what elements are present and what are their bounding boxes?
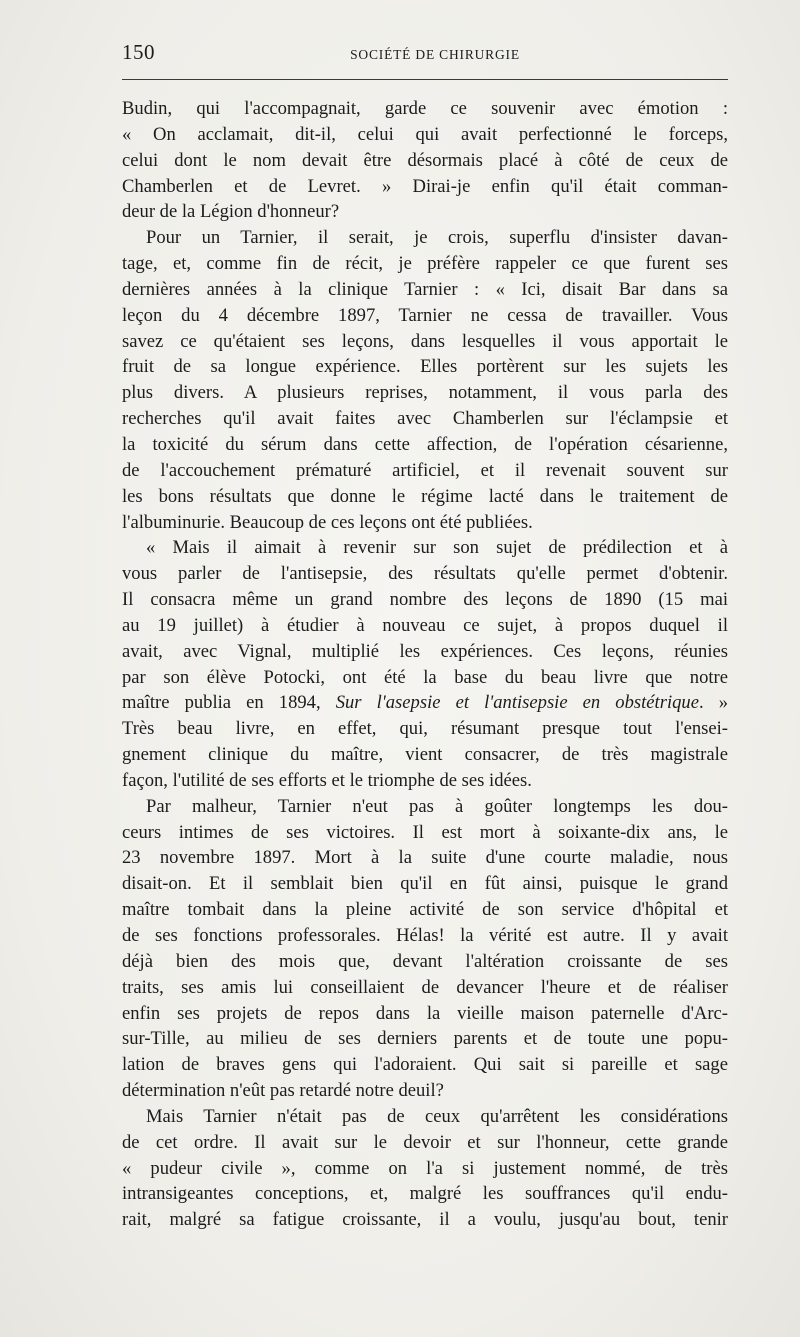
text-line: les bons résultats que donne le régime lacté dans le traitement de	[122, 485, 728, 507]
text-line: leçon du 4 décembre 1897, Tarnier ne cessa de travailler. Vous	[122, 304, 728, 326]
text-line: fruit de sa longue expérience. Elles portèrent sur les sujets les	[122, 356, 728, 378]
text-line: de ses fonctions professorales. Hélas! la vérité est autre. Il y avait	[122, 925, 728, 946]
text-line: de l'accouchement prématuré artificiel, et il revenait souvent sur	[122, 459, 728, 481]
text-fragment: . »	[698, 692, 729, 714]
text-line: maître tombait dans la pleine activité de son service d'hôpital et	[122, 899, 728, 921]
text-line: Budin, qui l'accompagnait, garde ce souvenir avec émotion :	[122, 98, 728, 119]
text-line: enfin ses projets de repos dans la vieille maison paternelle d'Arc-	[122, 1002, 728, 1024]
body-text	[122, 96, 728, 1233]
text-line: Il consacra même un grand nombre des leçons de 1890 (15 mai	[122, 589, 728, 611]
text-line: façon, l'utilité de ses efforts et le triomphe de ses idées.	[122, 769, 532, 791]
text-line: celui dont le nom devait être désormais placé à côté de ceux de	[122, 149, 728, 171]
text-line: avait, avec Vignal, multiplié les expériences. Ces leçons, réunies	[122, 640, 728, 662]
book-title: Sur l'asepsie et l'antisepsie en obstétrique	[335, 692, 699, 714]
text-line: « Mais il aimait à revenir sur son sujet de prédilection et à	[146, 537, 728, 559]
page-header	[122, 38, 728, 70]
running-title: SOCIÉTÉ DE CHIRURGIE	[350, 47, 520, 62]
text-line: de cet ordre. Il avait sur le devoir et sur l'honneur, cette grande	[122, 1131, 728, 1153]
text-line: Chamberlen et de Levret. » Dirai-je enfin qu'il était comman-	[122, 175, 728, 197]
text-line: lation de braves gens qui l'adoraient. Qui sait si pareille et sage	[122, 1054, 728, 1076]
text-line: ceurs intimes de ses victoires. Il est mort à soixante-dix ans, le	[122, 821, 728, 843]
text-line: savez ce qu'étaient ses leçons, dans lesquelles il vous apportait le	[122, 330, 728, 352]
text-line: sur-Tille, au milieu de ses derniers parents et de toute une popu-	[122, 1028, 728, 1050]
text-line	[122, 690, 728, 716]
header-rule	[122, 79, 728, 80]
text-line: disait-on. Et il semblait bien qu'il en fût ainsi, puisque le grand	[122, 873, 728, 895]
text-line: la toxicité du sérum dans cette affection, de l'opération césarienne,	[122, 433, 728, 455]
text-line: deur de la Légion d'honneur?	[122, 201, 340, 223]
text-line: déjà bien des mois que, devant l'altération croissante de ses	[122, 950, 728, 972]
text-line: au 19 juillet) à étudier à nouveau ce sujet, à propos duquel il	[122, 614, 728, 636]
text-line: rait, malgré sa fatigue croissante, il a voulu, jusqu'au bout, tenir	[122, 1209, 728, 1231]
text-line: traits, ses amis lui conseillaient de devancer l'heure et de réaliser	[122, 976, 728, 998]
text-line: dernières années à la clinique Tarnier : « Ici, disait Bar dans sa	[122, 278, 728, 300]
text-line: Par malheur, Tarnier n'eut pas à goûter longtemps les dou-	[146, 795, 728, 817]
text-line: « On acclamait, dit-il, celui qui avait perfectionné le forceps,	[122, 123, 728, 145]
text-line: recherches qu'il avait faites avec Chamberlen sur l'éclampsie et	[122, 408, 728, 430]
text-line: gnement clinique du maître, vient consacrer, de très magistrale	[122, 744, 728, 766]
text-line: intransigeantes conceptions, et, malgré les souffrances qu'il endu-	[122, 1183, 728, 1205]
text-line: « pudeur civile », comme on l'a si justement nommé, de très	[122, 1157, 728, 1179]
text-line: Très beau livre, en effet, qui, résumant presque tout l'ensei-	[122, 718, 728, 740]
text-line: détermination n'eût pas retardé notre deuil?	[122, 1080, 444, 1102]
text-line: vous parler de l'antisepsie, des résultats qu'elle permet d'obtenir.	[122, 563, 728, 585]
text-line: par son élève Potocki, ont été la base du beau livre que notre	[122, 666, 728, 688]
text-line: l'albuminurie. Beaucoup de ces leçons ont été publiées.	[122, 511, 533, 533]
text-line: 23 novembre 1897. Mort à la suite d'une courte maladie, nous	[122, 847, 728, 869]
text-line: Pour un Tarnier, il serait, je crois, superflu d'insister davan-	[146, 227, 728, 249]
page-number: 150	[122, 40, 155, 64]
text-line: plus divers. A plusieurs reprises, notamment, il vous parla des	[122, 382, 728, 404]
text-line: Mais Tarnier n'était pas de ceux qu'arrêtent les considérations	[146, 1105, 728, 1127]
text-line: tage, et, comme fin de récit, je préfère rappeler ce que furent ses	[122, 253, 728, 275]
text-fragment: maître publia en 1894,	[122, 692, 336, 714]
